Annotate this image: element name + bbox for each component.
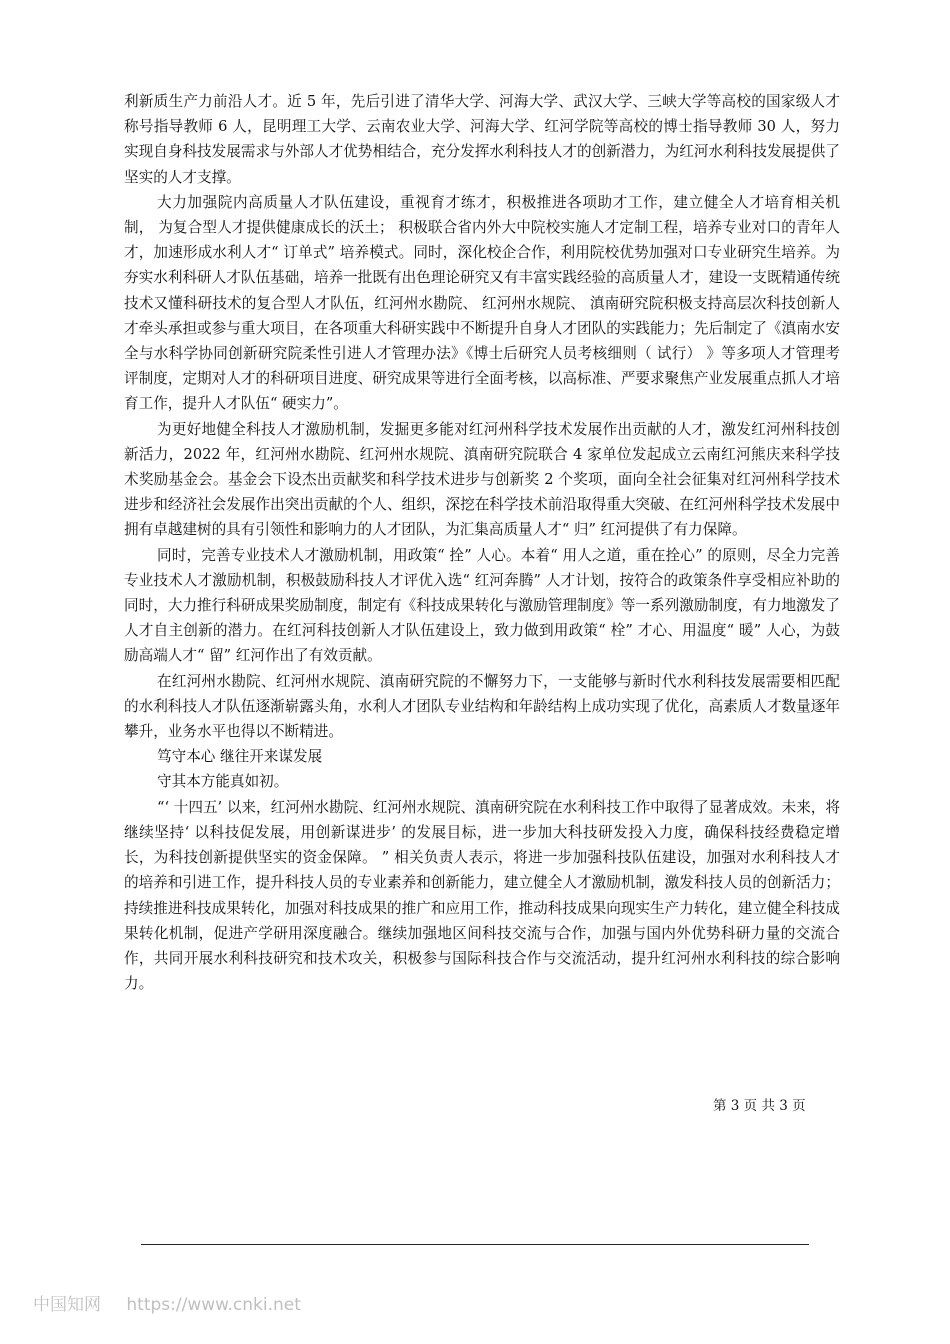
paragraph-team-result: 在红河州水勘院、红河州水规院、滇南研究院的不懈努力下，一支能够与新时代水利科技发展需要相匹配的水利科技人才队伍逐渐崭露头角，水利人才团队专业结构和年龄结构上成功实现了优化，高素质人才数量逐年攀升，业务水平也得以不断精进。 <box>124 672 840 741</box>
cnki-watermark <box>33 1293 301 1317</box>
paragraph-future-plan: “‘ 十四五’ 以来，红河州水勘院、红河州水规院、滇南研究院在水利科技工作中取得了显著成效。未来，将继续坚持‘ 以科技促发展，用创新谋进步’ 的发展目标，进一步加大科技研发投入力度，确保科技经费稳定增长，为科技创新提供坚实的资金保障。 ” 相关负责人表示，将进一步加强科技队伍建设，加强对水利科技人才的培养和引进工作，提升科技人员的专业素养和创新能力，建立健全人才激励机制，激发科技人员的创新活力；持续推进科技成果转化，加强对科技成果的推广和应用工作，推动科技成果向现实生产力转化，建立健全科技成果转化机制，促进产学研用深度融合。继续加强地区间科技交流与合作，加强与国内外优势科研力量的交流合作，共同开展水利科技研究和技术攻关，积极参与国际科技合作与交流活动，提升红河州水利科技的综合影响力。 <box>124 798 840 993</box>
page-number: 第 3 页 共 3 页 <box>713 1098 806 1114</box>
section-heading: 笃守本心 继往开来谋发展 <box>157 748 323 766</box>
article-body <box>124 89 840 996</box>
paragraph-incentive-fund: 为更好地健全科技人才激励机制，发掘更多能对红河州科学技术发展作出贡献的人才，激发红河州科技创新活力，2022 年，红河州水勘院、红河州水规院、滇南研究院联合 4 家单位发起成立云南红河熊庆来科学技术奖励基金会。基金会下设杰出贡献奖和科学技术进步与创新奖 2 个奖项，面向全社会征集对红河州科学技术进步和经济社会发展作出突出贡献的个人、组织，深挖在科学技术前沿取得重大突破、在红河州科学技术发展中拥有卓越建树的具有引领性和影响力的人才团队，为汇集高质量人才“ 归” 红河提供了有力保障。 <box>124 420 840 539</box>
watermark-brand: 中国知网 <box>33 1295 101 1315</box>
footer-divider <box>141 1244 809 1245</box>
paragraph-incentive-policy: 同时，完善专业技术人才激励机制，用政策“ 拴” 人心。本着“ 用人之道，重在拴心” 的原则，尽全力完善专业技术人才激励机制，积极鼓励科技人才评优入选“ 红河奔腾” 人才计划，按符合的政策条件享受相应补助的同时，大力推行科研成果奖励制度，制定有《科技成果转化与激励管理制度》等一系列激励制度，有力地激发了人才自主创新的潜力。在红河科技创新人才队伍建设上，致力做到用政策“ 栓” 才心、用温度“ 暖” 人心，为鼓励高端人才“ 留” 红河作出了有效贡献。 <box>124 546 840 665</box>
section-lead: 守其本方能真如初。 <box>157 773 289 791</box>
paragraph-continuation: 利新质生产力前沿人才。近 5 年，先后引进了清华大学、河海大学、武汉大学、三峡大学等高校的国家级人才称号指导教师 6 人，昆明理工大学、云南农业大学、河海大学、红河学院等高校的博士指导教师 30 人，努力实现自身科技发展需求与外部人才优势相结合，充分发挥水利科技人才的创新潜力，为红河水利科技发展提供了坚实的人才支撑。 <box>124 93 840 186</box>
paragraph-talent-team: 大力加强院内高质量人才队伍建设，重视育才练才，积极推进各项助才工作，建立健全人才培育相关机制， 为复合型人才提供健康成长的沃土； 积极联合省内外大中院校实施人才定制工程，培养专业对口的青年人才，加速形成水利人才“ 订单式” 培养模式。同时，深化校企合作，利用院校优势加强对口专业研究生培养。为夯实水利科研人才队伍基础，培养一批既有出色理论研究又有丰富实践经验的高质量人才，建设一支既精通传统技术又懂科研技术的复合型人才队伍，红河州水勘院、 红河州水规院、 滇南研究院积极支持高层次科技创新人才牵头承担或参与重大项目，在各项重大科研实践中不断提升自身人才团队的实践能力；先后制定了《滇南水安全与水科学协同创新研究院柔性引进人才管理办法》《博士后研究人员考核细则（ 试行） 》等多项人才管理考评制度，定期对人才的科研项目进度、研究成果等进行全面考核，以高标准、严要求聚焦产业发展重点抓人才培育工作，提升人才队伍“ 硬实力”。 <box>124 193 840 413</box>
watermark-url: https://www.cnki.net <box>126 1295 301 1315</box>
